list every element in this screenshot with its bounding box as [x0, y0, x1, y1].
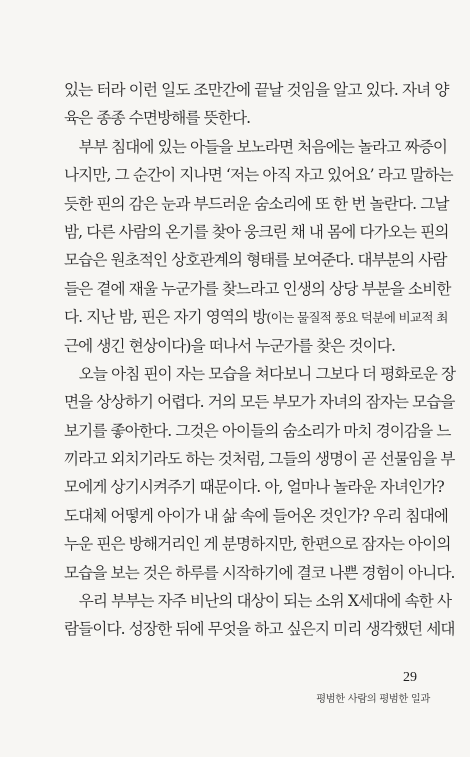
text-line: 밤, 다른 사람의 온기를 찾아 웅크린 채 내 몸에 다가오는 핀의 [64, 222, 449, 241]
text-line: 듯한 핀의 감은 눈과 부드러운 숨소리에 또 한 번 놀란다. 그날 [64, 194, 449, 213]
running-footer: 평범한 사람의 평범한 일과 [316, 694, 430, 705]
text-line-with-note [64, 303, 448, 331]
text-line: 모습은 원초적인 상호관계의 형태를 보여준다. 대부분의 사람 [64, 251, 447, 270]
body-text [64, 76, 456, 644]
text-line: 오늘 아침 핀이 자는 모습을 쳐다보니 그보다 더 평화로운 장 [64, 364, 456, 383]
text-line: 근에 생긴 현상이다)을 떠나서 누군가를 찾은 것이다. [64, 336, 396, 355]
inline-note: (이는 물질적 풍요 덕분에 비교적 최 [266, 310, 448, 326]
text-line: 보기를 좋아한다. 그것은 아이들의 숨소리가 마치 경이감을 느 [64, 421, 451, 440]
page-number: 29 [403, 670, 417, 685]
text-line: 나지만, 그 순간이 지나면 ‘저는 아직 자고 있어요’ 라고 말하는 [64, 166, 453, 185]
text-line: 모에게 상기시켜주기 때문이다. 아, 얼마나 놀라운 자녀인가? [64, 478, 444, 497]
text-line: 누운 핀은 방해거리인 게 분명하지만, 한편으로 잠자는 아이의 [64, 535, 451, 554]
text-line: 부부 침대에 있는 아들을 보노라면 처음에는 놀라고 짜증이 [64, 137, 448, 156]
text-line: 끼라고 외치기라도 하는 것처럼, 그들의 생명이 곧 선물임을 부 [64, 450, 455, 469]
text-line: 들은 곁에 재울 누군가를 찾느라고 인생의 상당 부분을 소비한 [64, 279, 451, 298]
text-line: 람들이다. 성장한 뒤에 무엇을 하고 싶은지 미리 생각했던 세대 [64, 620, 455, 639]
text-line: 있는 터라 이런 일도 조만간에 끝날 것임을 알고 있다. 자녀 양 [64, 81, 449, 99]
text-line: 도대체 어떻게 아이가 내 삶 속에 들어온 것인가? 우리 침대에 [64, 506, 448, 525]
text-line: 육은 종종 수면방해를 뜻한다. [64, 109, 251, 128]
text-line-start: 다. 지난 밤, 핀은 자기 영역의 방 [64, 308, 267, 327]
text-line: 우리 부부는 자주 비난의 대상이 되는 소위 X세대에 속한 사 [64, 592, 452, 611]
text-line: 면을 상상하기 어렵다. 거의 모든 부모가 자녀의 잠자는 모습을 [64, 393, 455, 412]
text-line: 모습을 보는 것은 하루를 시작하기에 결코 나쁜 경험이 아니다. [64, 563, 455, 582]
